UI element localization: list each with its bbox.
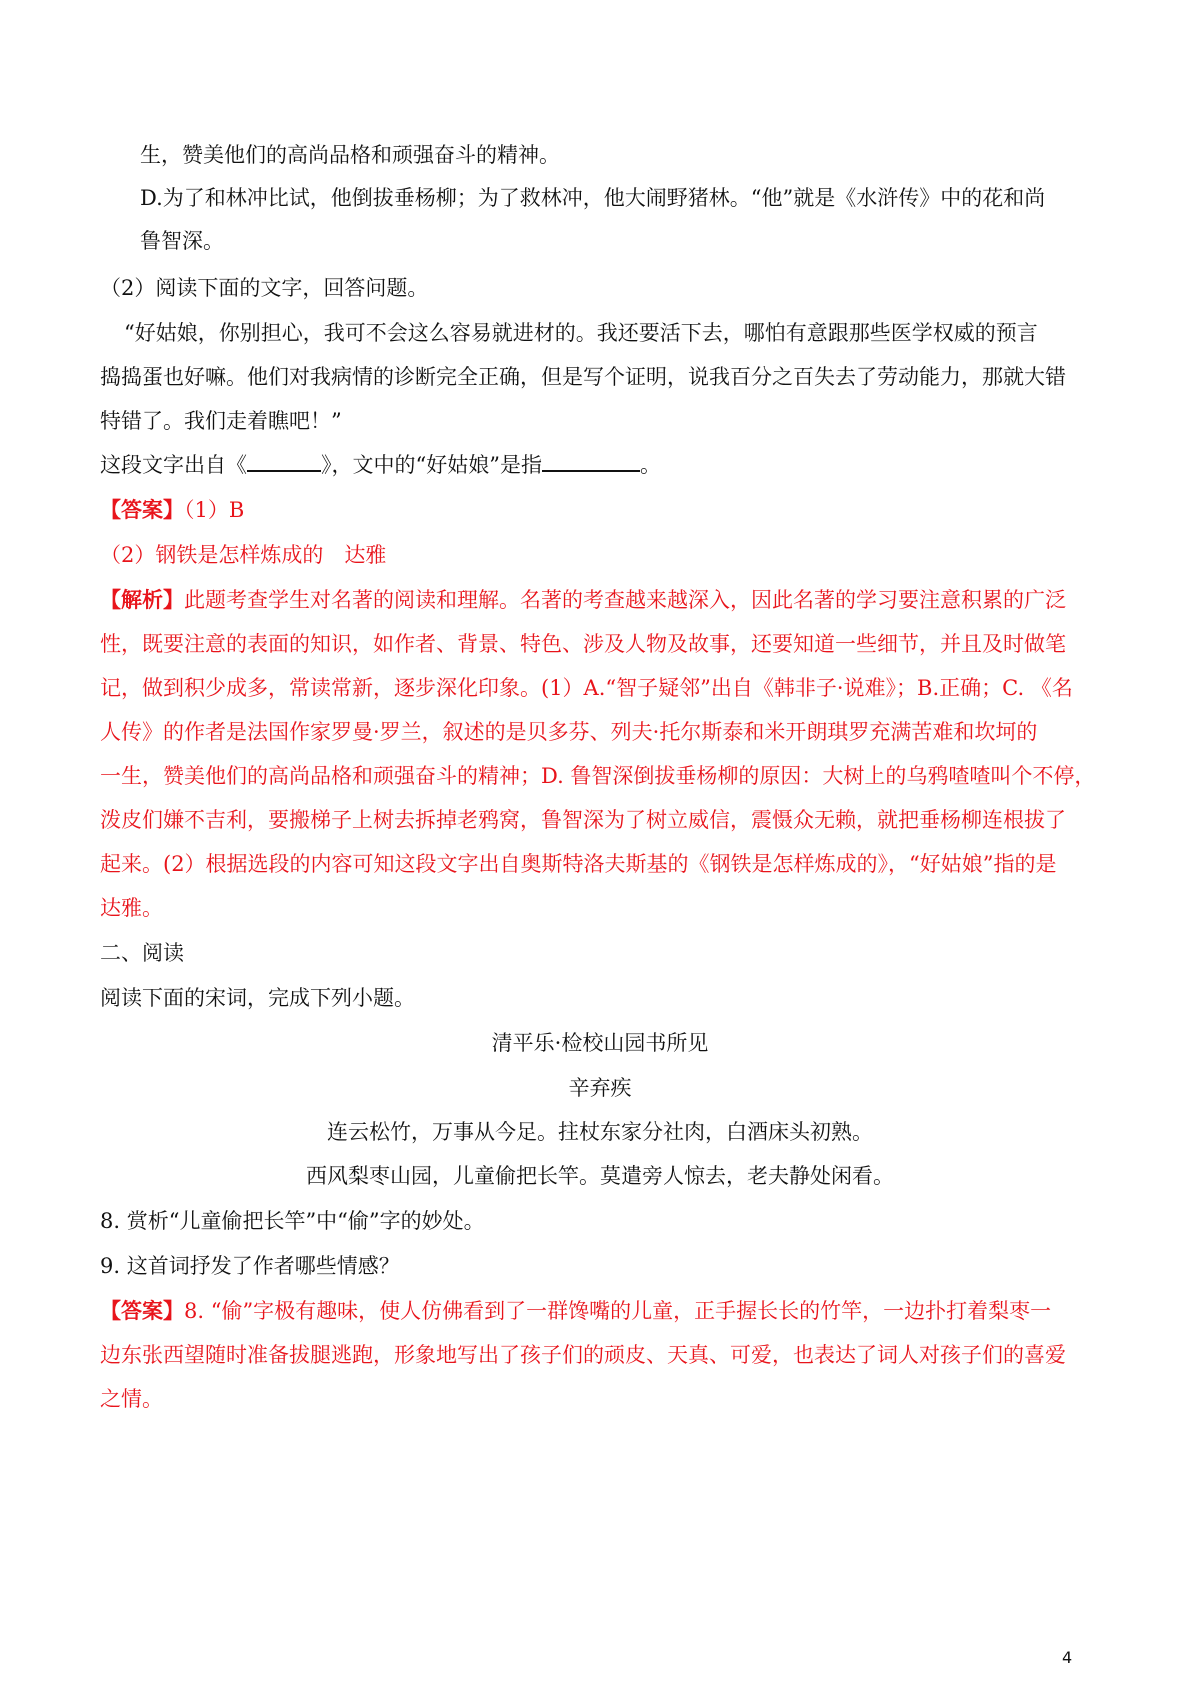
question-text: 。 [639,453,661,477]
section-heading: 二、阅读 [100,941,184,965]
analysis-line: 起来。(2）根据选段的内容可知这段文字出自奥斯特洛夫斯基的《钢铁是怎样炼成的》，“好姑娘”指的是 [100,852,1057,876]
quote-line: 捣捣蛋也好嘛。他们对我病情的诊断完全正确，但是写个证明，说我百分之百失去了劳动能力，那就大错 [100,365,1066,389]
analysis-line: 记，做到积少成多，常读常新，逐步深化印象。(1）A.“智子疑邻”出自《韩非子·说难》；B.正确；C. 《名 [100,676,1073,700]
fill-in-question [100,450,661,480]
page-number: 4 [1062,1648,1073,1667]
question-heading: （2）阅读下面的文字，回答问题。 [100,276,429,300]
answer-line [100,1296,1051,1326]
poem-title: 清平乐·检校山园书所见 [491,1031,709,1055]
poem-author: 辛弃疾 [568,1076,632,1100]
question-text: 》，文中的“好姑娘”是指 [321,453,542,477]
answer-tag: 【答案】 [100,1298,184,1323]
question-text: 这段文字出自《 [100,453,247,477]
analysis-line: 泼皮们嫌不吉利，要搬梯子上树去拆掉老鸦窝，鲁智深为了树立威信，震慑众无赖，就把垂杨柳连根拔了 [100,808,1066,832]
answer-line [100,495,244,525]
text-line: 鲁智深。 [140,229,224,253]
analysis-text: 此题考查学生对名著的阅读和理解。名著的考查越来越深入，因此名著的学习要注意积累的广泛 [184,588,1066,612]
question-8: 8. 赏析“儿童偷把长竿”中“偷”字的妙处。 [100,1209,485,1233]
answer-text: 8. “偷”字极有趣味，使人仿佛看到了一群馋嘴的儿童，正手握长长的竹竿，一边扑打着梨枣一 [184,1299,1052,1323]
answer-blank [542,450,640,472]
analysis-line: 性，既要注意的表面的知识，如作者、背景、特色、涉及人物及故事，还要知道一些细节，并且及时做笔 [100,632,1066,656]
answer-line: （2）钢铁是怎样炼成的 达雅 [100,543,387,567]
analysis-line [100,585,1066,615]
quote-line: “好姑娘，你别担心，我可不会这么容易就进材的。我还要活下去，哪怕有意跟那些医学权威的预言 [124,321,1038,345]
quote-line: 特错了。我们走着瞧吧！” [100,409,342,433]
answer-line: 边东张西望随时准备拔腿逃跑，形象地写出了孩子们的顽皮、天真、可爱，也表达了词人对孩子们的喜爱 [100,1343,1066,1367]
analysis-line: 达雅。 [100,896,163,920]
question-9: 9. 这首词抒发了作者哪些情感？ [100,1254,400,1278]
poem-line: 西风梨枣山园，儿童偷把长竿。莫遣旁人惊去，老夫静处闲看。 [306,1164,894,1188]
answer-tag: 【答案】 [100,497,184,522]
answer-line: 之情。 [100,1387,163,1411]
analysis-tag: 【解析】 [100,587,184,612]
analysis-line: 一生，赞美他们的高尚品格和顽强奋斗的精神；D. 鲁智深倒拔垂杨柳的原因：大树上的乌鸦喳喳叫个不停， [100,764,1096,788]
analysis-line: 人传》的作者是法国作家罗曼·罗兰，叙述的是贝多芬、列夫·托尔斯泰和米开朗琪罗充满苦难和坎坷的 [100,720,1038,744]
poem-line: 连云松竹，万事从今足。拄杖东家分社肉，白酒床头初熟。 [327,1120,873,1144]
answer-blank [247,450,321,472]
answer-text: （1）B [184,498,245,522]
text-line: 生，赞美他们的高尚品格和顽强奋斗的精神。 [140,143,560,167]
instruction-line: 阅读下面的宋词，完成下列小题。 [100,986,415,1010]
text-line: D.为了和林冲比试，他倒拔垂杨柳；为了救林冲，他大闹野猪林。“他”就是《水浒传》中的花和尚 [140,186,1046,210]
